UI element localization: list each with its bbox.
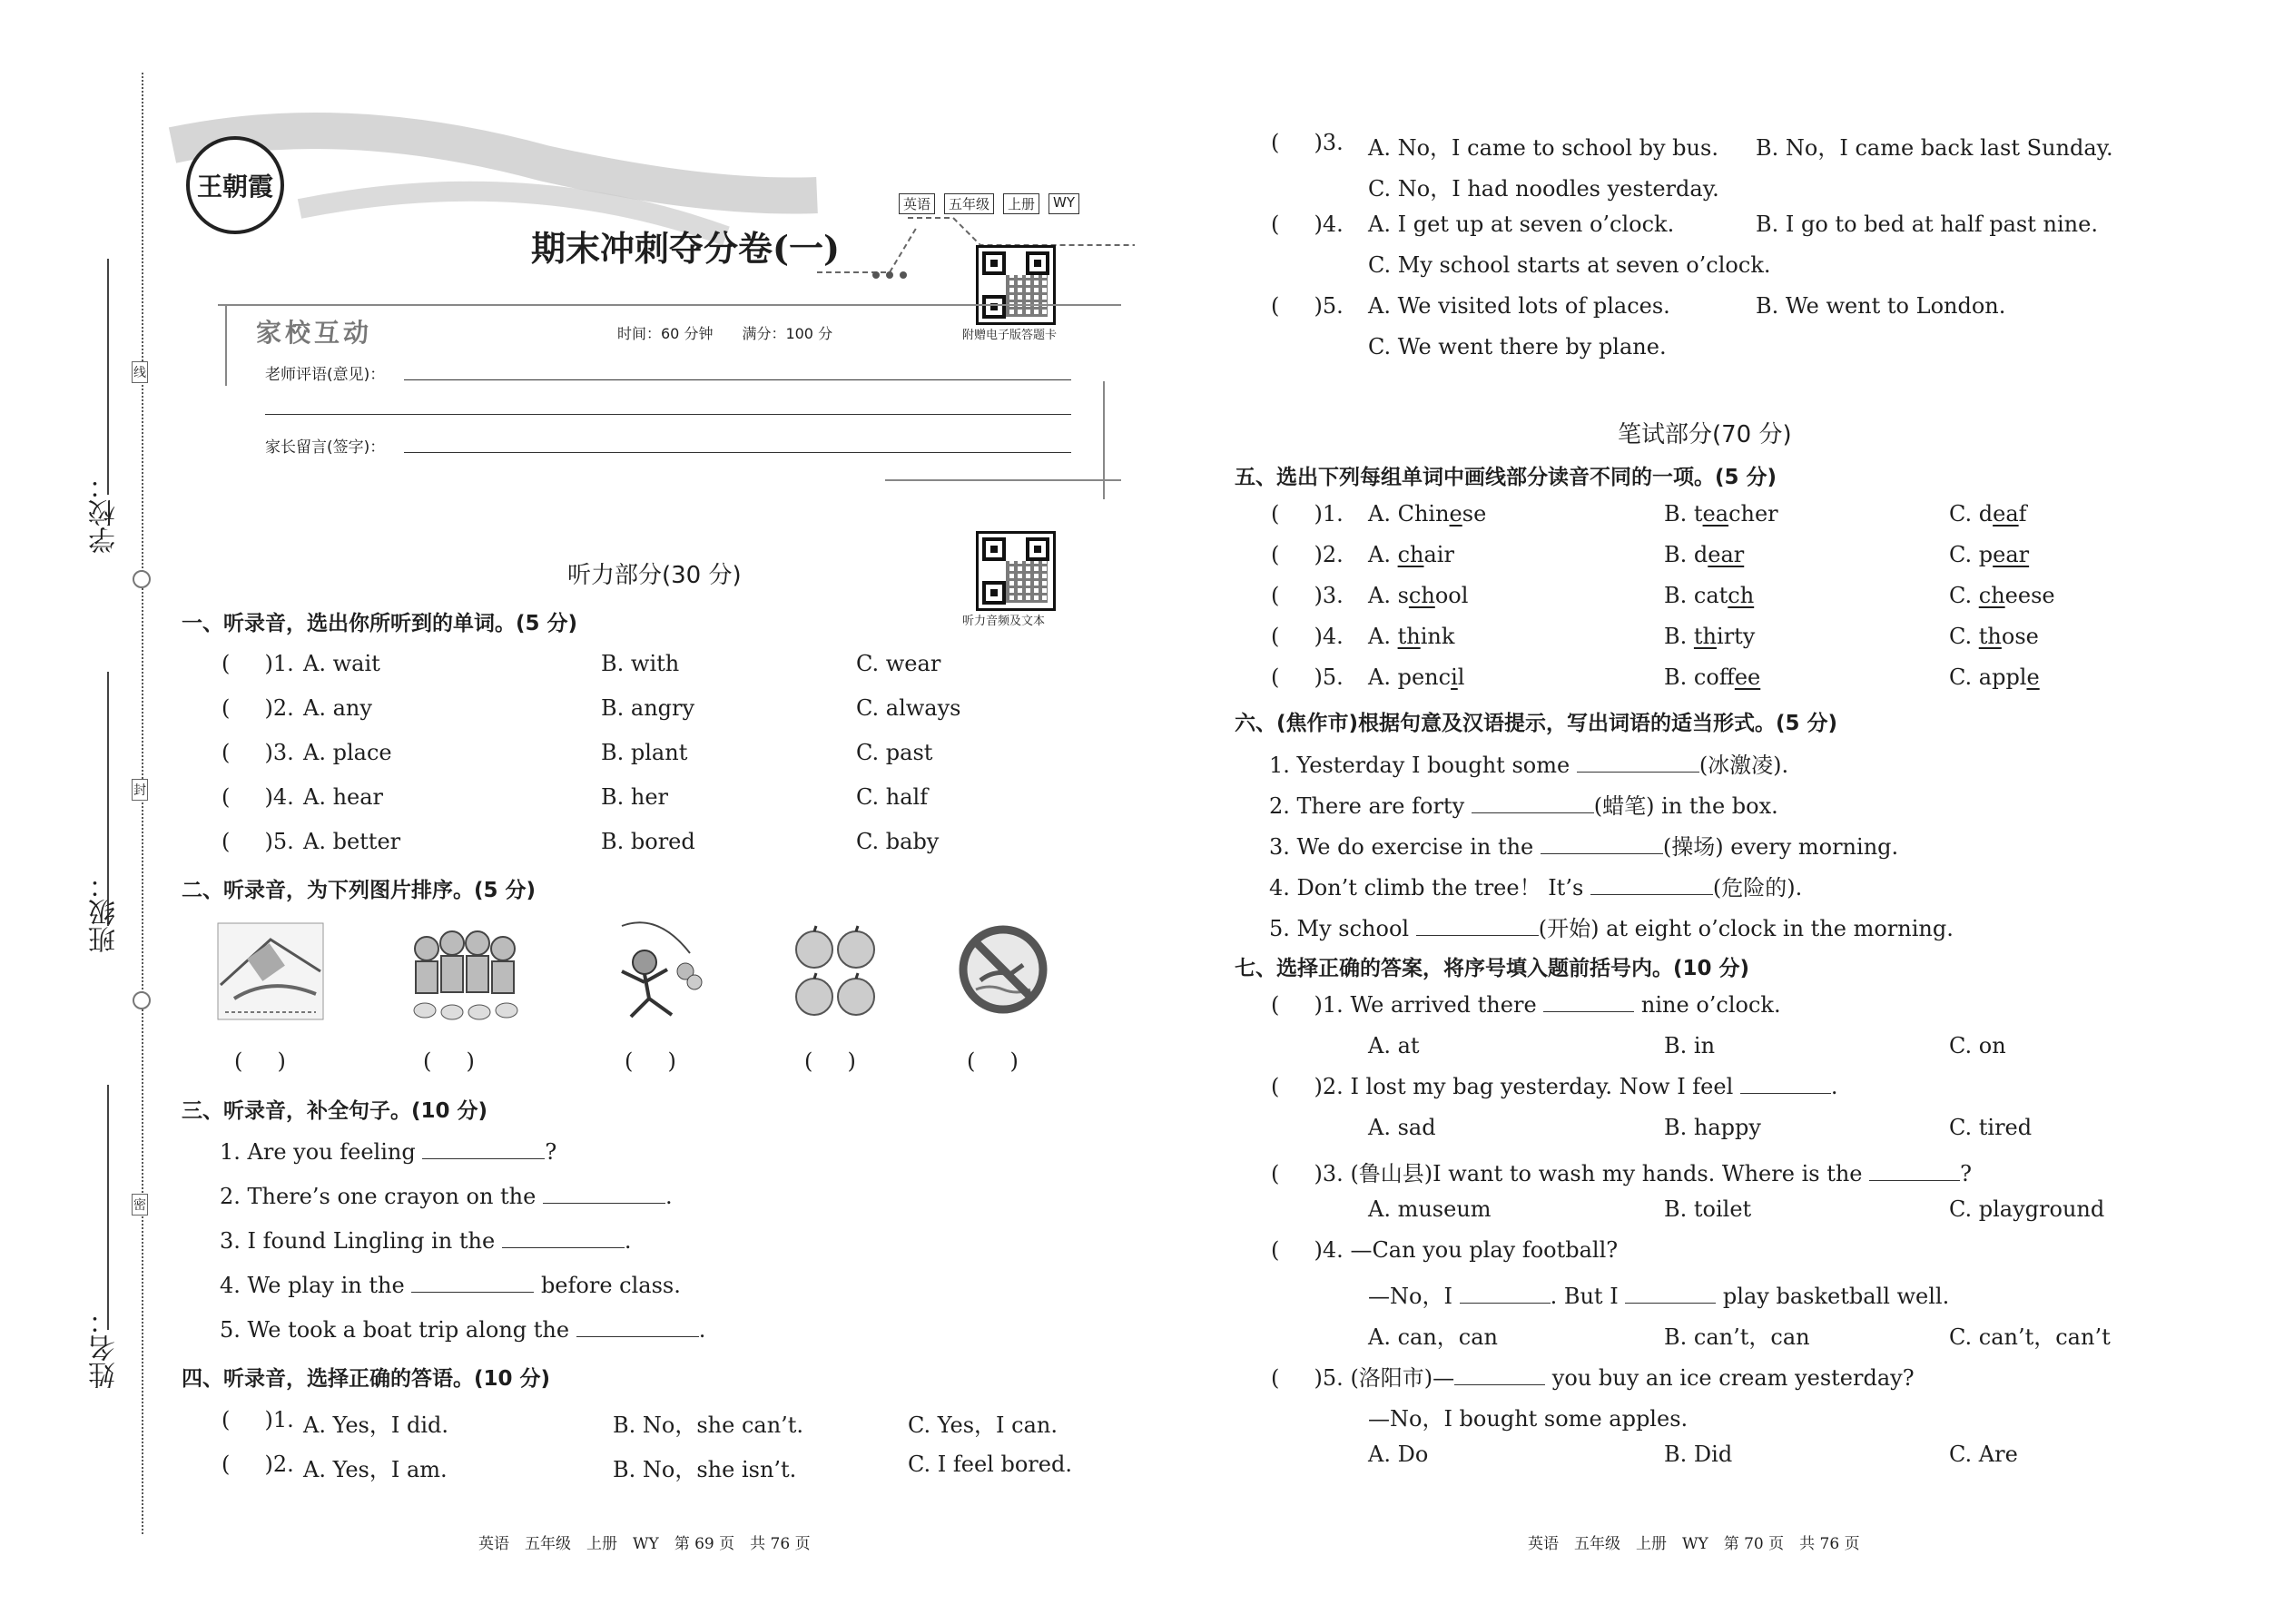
- option-c: C. deaf: [1949, 501, 2027, 527]
- option-a: A. pencil: [1368, 664, 1465, 690]
- option-b: B. No，she isn’t.: [613, 1457, 797, 1482]
- sentence-start: 5. We took a boat trip along the: [220, 1317, 576, 1343]
- no-swimming-sign-icon: [958, 924, 1049, 1015]
- item-number: 2: [1322, 542, 1337, 567]
- footer-right: 英语 五年级 上册 WY 第 70 页 共 76 页: [1528, 1535, 1860, 1553]
- underlined-letters: ee: [1734, 664, 1761, 690]
- option-a: A. place: [303, 740, 392, 765]
- section-3-item: [220, 1317, 705, 1343]
- tag-edition: WY: [1049, 193, 1079, 214]
- option-c: C. apple: [1949, 664, 2040, 690]
- section-6-heading: 六、(焦作市)根据句意及汉语提示，写出词语的适当形式。(5 分): [1235, 712, 1838, 735]
- underlined-letters: ch: [1397, 542, 1424, 567]
- option-b: B. dear: [1664, 542, 1745, 567]
- option-b: B. Did: [1664, 1442, 1733, 1467]
- item-number: 3: [1322, 583, 1337, 608]
- sentence-end: ?: [545, 1139, 557, 1165]
- item-number: 4: [1322, 212, 1337, 237]
- sentence-end: at eight o’clock in the morning.: [1599, 916, 1954, 941]
- option-b: B. angry: [601, 695, 695, 721]
- sentence-start: 4. Don’t climb the tree！ It’s: [1269, 875, 1590, 901]
- logo-text: 王朝霞: [196, 172, 273, 202]
- option-b: B. catch: [1664, 583, 1755, 608]
- answer-paren[interactable]: ( )5.: [1271, 1365, 1344, 1391]
- option-c: C. pear: [1949, 542, 2030, 567]
- answer-card-qr-caption: 附赠电子版答题卡: [962, 329, 1058, 342]
- option-a: A. Yes，I did.: [303, 1412, 449, 1438]
- picture-3-answer-paren[interactable]: ( ): [625, 1048, 676, 1074]
- underlined-letters: e: [2026, 664, 2040, 690]
- option-c: C. baby: [856, 829, 940, 854]
- fill-blank[interactable]: [422, 1140, 545, 1159]
- picture-1-answer-paren[interactable]: ( ): [234, 1048, 286, 1074]
- tag-grade: 五年级: [944, 193, 994, 214]
- item-number: 3: [1322, 130, 1337, 155]
- fill-blank[interactable]: [1460, 1284, 1551, 1304]
- option-b: B. toilet: [1664, 1196, 1752, 1222]
- option-c: C. wear: [856, 651, 941, 676]
- binding-circle-2: [133, 991, 151, 1009]
- option-b: B. her: [601, 784, 669, 810]
- picture-girl-jumping: [604, 917, 708, 1026]
- seal-mark-line: 线: [132, 361, 148, 383]
- chinese-hint: (蜡笔): [1593, 793, 1655, 819]
- option-c: C. half: [856, 784, 929, 810]
- underlined-letters: ea: [1702, 501, 1729, 527]
- picture-5-answer-paren[interactable]: ( ): [967, 1048, 1019, 1074]
- answer-paren[interactable]: ( )4.: [1271, 624, 1344, 649]
- option-b: B. We went to London.: [1756, 293, 2006, 319]
- option-b: B. plant: [601, 740, 688, 765]
- fill-blank[interactable]: [502, 1229, 625, 1248]
- underlined-letters: ch: [1408, 583, 1435, 608]
- item-number: 5: [272, 829, 288, 854]
- listening-title: 听力部分(30 分): [567, 562, 742, 589]
- option-c: C. We went there by plane.: [1368, 334, 1667, 359]
- chinese-hint: (操场): [1662, 834, 1724, 860]
- section-7-question: [1271, 1360, 1915, 1392]
- option-a: A. museum: [1368, 1196, 1492, 1222]
- option-a: A. school: [1368, 583, 1469, 608]
- audio-qr-icon: [976, 531, 1056, 611]
- answer-paren[interactable]: ( )2.: [1271, 1074, 1344, 1099]
- item-number: 3: [1322, 1161, 1337, 1186]
- logo-badge: [186, 136, 284, 234]
- underlined-letters: ear: [1993, 542, 2030, 567]
- footer-left: 英语 五年级 上册 WY 第 69 页 共 76 页: [478, 1535, 811, 1553]
- question-start: I lost my bag yesterday. Now I feel: [1350, 1074, 1740, 1099]
- teacher-comment-line-1[interactable]: [404, 379, 1071, 380]
- section-7-question: [1271, 992, 1781, 1018]
- section-6-item: [1269, 788, 1778, 820]
- fill-blank[interactable]: [1543, 993, 1634, 1012]
- option-b: B. can’t，can: [1664, 1324, 1810, 1350]
- option-a: A. I get up at seven o’clock.: [1368, 212, 1675, 237]
- option-a: A. Yes，I am.: [303, 1457, 448, 1482]
- underlined-letters: ear: [1708, 542, 1745, 567]
- item-number: 1: [272, 651, 288, 676]
- section-6-item: [1269, 910, 1954, 942]
- option-c: C. No，I had noodles yesterday.: [1368, 176, 1719, 202]
- option-b: B. thirty: [1664, 624, 1756, 649]
- fill-blank[interactable]: [1454, 1366, 1545, 1385]
- subject-tags: [899, 193, 1079, 214]
- item-number: 4: [1322, 624, 1337, 649]
- option-a: A. Chinese: [1368, 501, 1487, 527]
- sentence-start: 2. There are forty: [1269, 793, 1472, 819]
- option-c: C. those: [1949, 624, 2039, 649]
- answer-paren[interactable]: ( )5.: [1271, 293, 1344, 319]
- page-title: 期末冲刺夺分卷(一): [531, 228, 840, 269]
- item-number: 1: [272, 1407, 288, 1432]
- underlined-letters: ch: [1978, 583, 2005, 608]
- question-end: you buy an ice cream yesterday?: [1545, 1365, 1915, 1391]
- option-c: C. always: [856, 695, 961, 721]
- home-school-frame-v1: [225, 304, 227, 386]
- question-line-2: —No，I . But I play basketball well.: [1368, 1284, 1950, 1309]
- seal-mark-secret: 密: [132, 1194, 148, 1216]
- answer-paren[interactable]: ( )3.: [1271, 130, 1344, 155]
- time-score: 时间：60 分钟 满分：100 分: [617, 325, 833, 342]
- school-label: 学校：: [89, 472, 121, 554]
- underlined-letters: ch: [1728, 583, 1755, 608]
- option-b: B. No，she can’t.: [613, 1412, 804, 1438]
- sentence-end: .: [1795, 875, 1803, 901]
- picture-4-answer-paren[interactable]: ( ): [804, 1048, 856, 1074]
- section-7-heading: 七、选择正确的答案，将序号填入题前括号内。(10 分): [1235, 957, 1750, 980]
- question-line-1: —Can you play football?: [1350, 1237, 1619, 1263]
- item-number: 1: [1322, 992, 1337, 1018]
- binding-line-top: [107, 259, 109, 495]
- sentence-start: 4. We play in the: [220, 1273, 412, 1298]
- option-a: A. at: [1368, 1033, 1420, 1058]
- section-3-item: [220, 1273, 681, 1298]
- section-3-item: [220, 1228, 631, 1254]
- question-start: (鲁山县)I want to wash my hands. Where is the: [1350, 1161, 1870, 1186]
- option-a: A. We visited lots of places.: [1368, 293, 1670, 319]
- section-5-heading: 五、选出下列每组单词中画线部分读音不同的一项。(5 分): [1235, 466, 1777, 489]
- binding-dotted-line: [142, 73, 143, 1534]
- sentence-start: 3. I found Lingling in the: [220, 1228, 502, 1254]
- sentence-start: 1. Yesterday I bought some: [1269, 753, 1577, 778]
- answer-paren[interactable]: ( )3.: [1271, 583, 1344, 608]
- option-a: A. think: [1368, 624, 1455, 649]
- binding-line-bot: [107, 1085, 109, 1330]
- answer-card-qr-icon: [976, 245, 1056, 325]
- answer-paren[interactable]: ( )1.: [222, 1407, 294, 1432]
- writing-title: 笔试部分(70 分): [1618, 421, 1792, 448]
- fill-blank[interactable]: [543, 1185, 665, 1204]
- binding-circle-1: [133, 570, 151, 588]
- item-number: 5: [1322, 293, 1337, 319]
- answer-paren[interactable]: ( )3.: [1271, 1161, 1344, 1186]
- section-1-heading: 一、听录音，选出你所听到的单词。(5 分): [182, 612, 578, 635]
- fill-blank[interactable]: [1416, 917, 1539, 936]
- option-a: A. wait: [303, 651, 380, 676]
- answer-paren[interactable]: ( )1.: [222, 651, 294, 676]
- fill-blank[interactable]: [1577, 753, 1699, 773]
- fill-blank[interactable]: [576, 1318, 699, 1337]
- home-school-label: 家校互动: [256, 318, 373, 348]
- underlined-letters: i: [1451, 664, 1458, 690]
- class-label: 班级：: [89, 871, 121, 953]
- fill-blank[interactable]: [1625, 1284, 1716, 1304]
- item-number: 3: [272, 740, 288, 765]
- audio-qr-caption: 听力音频及文本: [962, 615, 1046, 628]
- underlined-letters: e: [1449, 501, 1462, 527]
- sentence-start: 2. There’s one crayon on the: [220, 1184, 543, 1209]
- option-b: B. in: [1664, 1033, 1716, 1058]
- question-line-2: —No，I bought some apples.: [1368, 1406, 1689, 1432]
- sentence-end: .: [665, 1184, 673, 1209]
- answer-paren[interactable]: ( )5.: [1271, 664, 1344, 690]
- sentence-start: 5. My school: [1269, 916, 1416, 941]
- answer-paren[interactable]: ( )4.: [1271, 1237, 1344, 1263]
- chinese-hint: (危险的): [1712, 875, 1796, 901]
- item-number: 4: [272, 784, 288, 810]
- answer-paren[interactable]: ( )2.: [222, 695, 294, 721]
- option-c: C. My school starts at seven o’clock.: [1368, 252, 1771, 278]
- underlined-letters: ea: [1993, 501, 2019, 527]
- section-6-item: [1269, 829, 1898, 861]
- sentence-end: .: [698, 1317, 706, 1343]
- item-number: 2: [1322, 1074, 1337, 1099]
- home-school-frame: [218, 304, 1121, 306]
- answer-paren[interactable]: ( )2.: [1271, 542, 1344, 567]
- underlined-letters: th: [1978, 624, 2002, 649]
- option-c: C. past: [856, 740, 933, 765]
- section-2-heading: 二、听录音，为下列图片排序。(5 分): [182, 879, 537, 902]
- item-number: 2: [272, 695, 288, 721]
- section-6-item: [1269, 747, 1788, 779]
- item-number: 4: [1322, 1237, 1337, 1263]
- picture-oranges: [793, 924, 879, 1024]
- question-end: .: [1830, 1074, 1838, 1099]
- sentence-end: every morning.: [1723, 834, 1899, 860]
- item-number: 5: [1322, 1365, 1337, 1391]
- picture-2-answer-paren[interactable]: ( ): [423, 1048, 475, 1074]
- sentence-end: in the box.: [1654, 793, 1778, 819]
- question-start: (洛阳市)—: [1350, 1365, 1455, 1391]
- option-b: B. No，I came back last Sunday.: [1756, 135, 2113, 161]
- option-b: B. bored: [601, 829, 695, 854]
- underlined-letters: th: [1693, 624, 1718, 649]
- option-c: C. Are: [1949, 1442, 2018, 1467]
- teacher-comment-label: 老师评语(意见)：: [265, 366, 386, 384]
- option-b: B. I go to bed at half past nine.: [1756, 212, 2098, 237]
- teacher-comment-line-2[interactable]: [265, 414, 1071, 415]
- picture-children-group: [407, 921, 525, 1026]
- sentence-end: .: [1781, 753, 1789, 778]
- section-7-question: [1271, 1156, 1972, 1187]
- section-4-heading: 四、听录音，选择正确的答语。(10 分): [182, 1367, 551, 1391]
- parent-message-line[interactable]: [404, 452, 1071, 453]
- answer-paren[interactable]: ( )3.: [222, 740, 294, 765]
- option-a: A. Do: [1368, 1442, 1429, 1467]
- option-c: C. on: [1949, 1033, 2006, 1058]
- sentence-start: 3. We do exercise in the: [1269, 834, 1541, 860]
- picture-boat-trip: [216, 921, 325, 1021]
- item-number: 1: [1322, 501, 1337, 527]
- answer-paren[interactable]: ( )1.: [1271, 992, 1344, 1018]
- chinese-hint: (冰激凌): [1698, 753, 1782, 778]
- sentence-start: 1. Are you feeling: [220, 1139, 423, 1165]
- parent-message-label: 家长留言(签字)：: [265, 438, 386, 457]
- option-c: C. cheese: [1949, 583, 2055, 608]
- home-school-frame-v2: [1103, 381, 1105, 499]
- seal-mark-seal: 封: [132, 779, 148, 801]
- option-c: C. Yes，I can.: [908, 1412, 1058, 1438]
- option-a: A. sad: [1368, 1115, 1436, 1140]
- name-label: 姓名：: [89, 1307, 121, 1389]
- item-number: 5: [1322, 664, 1337, 690]
- fill-blank[interactable]: [1869, 1162, 1960, 1181]
- question-end: nine o’clock.: [1634, 992, 1781, 1018]
- chinese-hint: (开始): [1538, 916, 1600, 941]
- option-a: A. better: [303, 829, 401, 854]
- section-3-item: [220, 1184, 673, 1209]
- section-6-item: [1269, 870, 1802, 901]
- sentence-end: .: [624, 1228, 632, 1254]
- answer-paren[interactable]: ( )4.: [1271, 212, 1344, 237]
- option-a: A. chair: [1368, 542, 1454, 567]
- sentence-end: before class.: [534, 1273, 681, 1298]
- answer-paren[interactable]: ( )4.: [222, 784, 294, 810]
- section-7-question: [1271, 1074, 1838, 1099]
- option-a: A. hear: [303, 784, 384, 810]
- option-a: A. No，I came to school by bus.: [1368, 135, 1718, 161]
- option-a: A. any: [303, 695, 372, 721]
- fill-blank[interactable]: [1541, 835, 1663, 854]
- option-a: A. can，can: [1368, 1324, 1499, 1350]
- home-school-frame-b: [885, 479, 1121, 481]
- option-c: C. can’t，can’t: [1949, 1324, 2111, 1350]
- section-7-question: [1271, 1237, 1618, 1263]
- fill-blank[interactable]: [411, 1274, 534, 1293]
- tag-subject: 英语: [899, 193, 935, 214]
- section-3-item: [220, 1139, 556, 1165]
- answer-paren[interactable]: ( )2.: [222, 1452, 294, 1477]
- option-b: B. teacher: [1664, 501, 1778, 527]
- answer-paren[interactable]: ( )5.: [222, 829, 294, 854]
- underlined-letters: th: [1397, 624, 1421, 649]
- question-end: ?: [1960, 1161, 1972, 1186]
- section-3-heading: 三、听录音，补全句子。(10 分): [182, 1099, 488, 1123]
- fill-blank[interactable]: [1472, 794, 1594, 813]
- answer-paren[interactable]: ( )1.: [1271, 501, 1344, 527]
- tag-term: 上册: [1003, 193, 1039, 214]
- question-start: We arrived there: [1350, 992, 1544, 1018]
- option-c: C. tired: [1949, 1115, 2033, 1140]
- option-b: B. happy: [1664, 1115, 1761, 1140]
- fill-blank[interactable]: [1590, 876, 1713, 895]
- option-b: B. with: [601, 651, 680, 676]
- option-b: B. coffee: [1664, 664, 1761, 690]
- option-c: C. playground: [1949, 1196, 2105, 1222]
- item-number: 2: [272, 1452, 288, 1477]
- fill-blank[interactable]: [1740, 1075, 1831, 1094]
- option-c: C. I feel bored.: [908, 1452, 1072, 1477]
